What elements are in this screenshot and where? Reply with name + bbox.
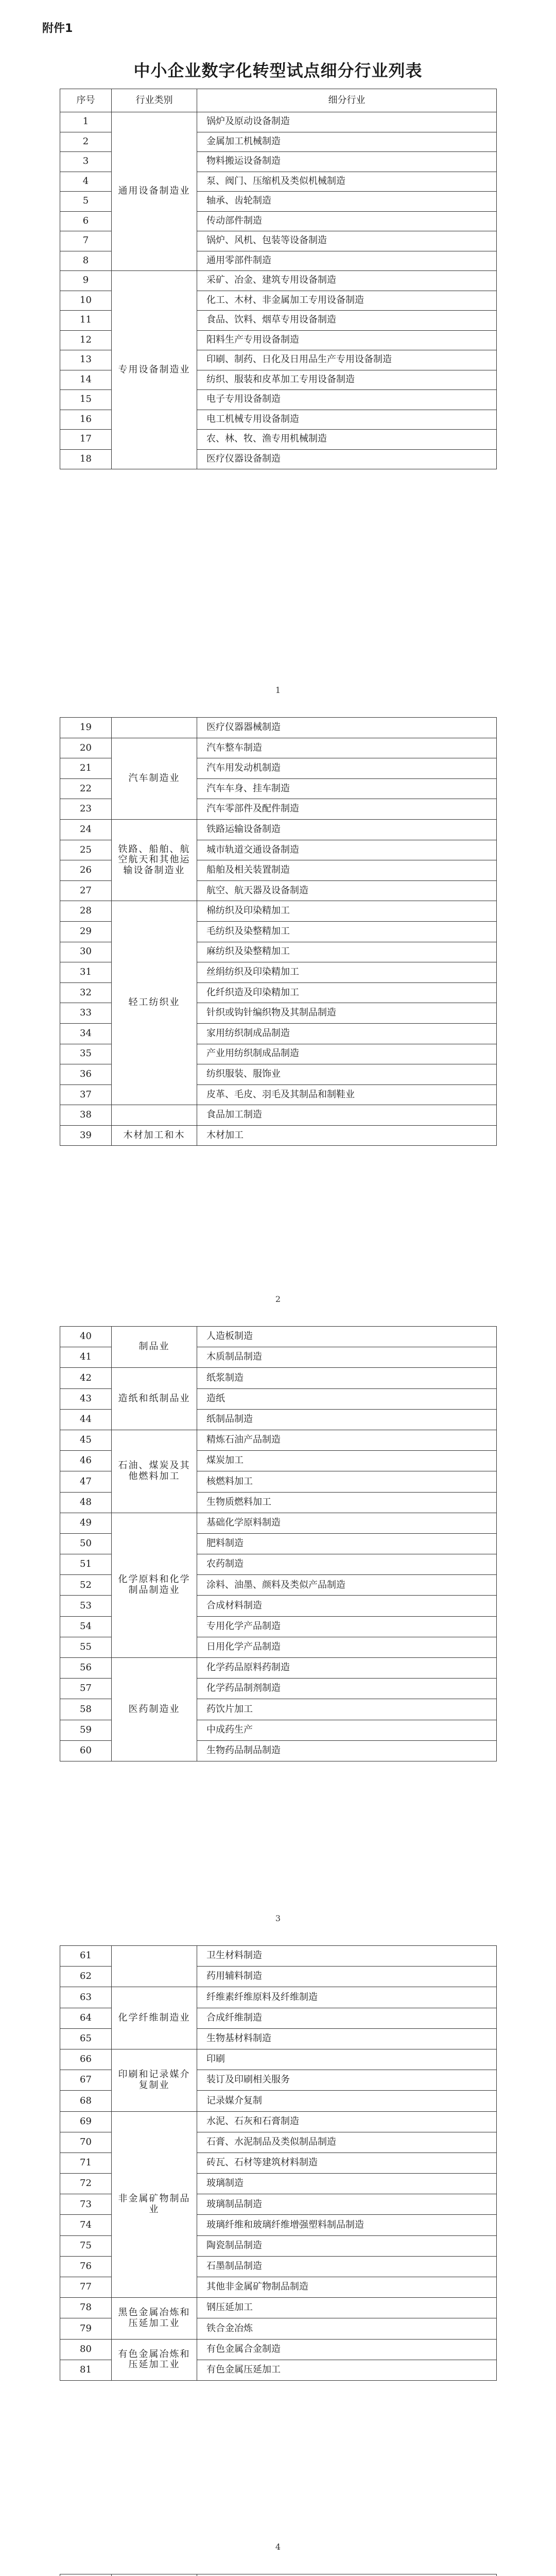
subindustry-name: 采矿、冶金、建筑专用设备制造 [197, 271, 497, 291]
subindustry-name: 水泥、石灰和石膏制造 [197, 2111, 497, 2132]
industry-category: 专用设备制造业 [112, 271, 197, 469]
row-number: 43 [60, 1388, 112, 1409]
row-number: 26 [60, 860, 112, 881]
subindustry-name: 专用化学产品制造 [197, 1616, 497, 1637]
row-number: 53 [60, 1596, 112, 1616]
row-number: 33 [60, 1003, 112, 1024]
row-number: 14 [60, 370, 112, 390]
table-header-row [60, 89, 497, 112]
subindustry-name: 煤炭加工 [197, 1451, 497, 1471]
subindustry-name: 泵、阀门、压缩机及类似机械制造 [197, 172, 497, 192]
industry-table [60, 89, 497, 469]
row-number: 30 [60, 942, 112, 962]
row-number: 13 [60, 350, 112, 370]
subindustry-name: 生物质燃料加工 [197, 1492, 497, 1513]
subindustry-name: 针织或钩针编织物及其制品制造 [197, 1003, 497, 1024]
subindustry-name: 中成药生产 [197, 1720, 497, 1740]
page-number: 4 [275, 2542, 281, 2552]
industry-category [112, 718, 197, 738]
subindustry-name: 轴承、齿轮制造 [197, 192, 497, 212]
subindustry-name: 农、林、牧、渔专用机械制造 [197, 430, 497, 450]
subindustry-name: 铁合金冶炼 [197, 2318, 497, 2339]
industry-category [112, 2574, 197, 2576]
row-number: 42 [60, 1368, 112, 1388]
subindustry-name: 化学药品制剂制造 [197, 1679, 497, 1699]
table-row [60, 2298, 497, 2318]
row-number: 6 [60, 211, 112, 231]
subindustry-name: 卫生材料制造 [197, 1946, 497, 1967]
table-row [60, 2339, 497, 2360]
row-number: 54 [60, 1616, 112, 1637]
row-number: 20 [60, 738, 112, 758]
table-row [60, 271, 497, 291]
subindustry-name: 铁路运输设备制造 [197, 819, 497, 840]
subindustry-name: 丝绢纺织及印染精加工 [197, 962, 497, 983]
page-number: 3 [275, 1913, 281, 1923]
row-number: 77 [60, 2277, 112, 2298]
row-number: 35 [60, 1044, 112, 1064]
subindustry-name: 钢压延加工 [197, 2298, 497, 2318]
table-row [60, 1105, 497, 1126]
subindustry-name: 人造板制造 [197, 1327, 497, 1347]
header-no: 序号 [60, 89, 112, 112]
row-number: 63 [60, 1987, 112, 2008]
subindustry-name: 生物药品制品制造 [197, 1740, 497, 1761]
table-row [60, 1946, 497, 1967]
subindustry-name: 化学药品原料药制造 [197, 1658, 497, 1679]
subindustry-name: 玻璃制造 [197, 2174, 497, 2194]
subindustry-name: 涂料、油墨、颜料及类似产品制造 [197, 1575, 497, 1596]
row-number: 40 [60, 1327, 112, 1347]
row-number: 67 [60, 2070, 112, 2091]
subindustry-name: 木材加工 [197, 1125, 497, 1146]
row-number: 74 [60, 2215, 112, 2235]
subindustry-name: 肥料制造 [197, 1533, 497, 1554]
row-number: 49 [60, 1513, 112, 1533]
subindustry-name: 石墨制品制造 [197, 2256, 497, 2277]
industry-category: 有色金属冶炼和压延加工业 [112, 2339, 197, 2380]
subindustry-name: 麻纺织及染整精加工 [197, 942, 497, 962]
row-number: 75 [60, 2235, 112, 2256]
row-number: 25 [60, 840, 112, 860]
industry-category: 化学原料和化学制品制造业 [112, 1513, 197, 1657]
subindustry-name: 毛纺织及染整精加工 [197, 921, 497, 942]
subindustry-name: 药饮片加工 [197, 1699, 497, 1720]
row-number: 29 [60, 921, 112, 942]
subindustry-name: 汽车用发动机制造 [197, 758, 497, 779]
row-number: 62 [60, 1967, 112, 1987]
industry-category: 汽车制造业 [112, 738, 197, 819]
subindustry-name: 皮革、毛皮、羽毛及其制品和制鞋业 [197, 1084, 497, 1105]
row-number: 78 [60, 2298, 112, 2318]
subindustry-name: 传动部件制造 [197, 211, 497, 231]
industry-category: 轻工纺织业 [112, 901, 197, 1105]
table-row [60, 738, 497, 758]
subindustry-name: 通用零部件制造 [197, 251, 497, 271]
row-number: 76 [60, 2256, 112, 2277]
row-number: 27 [60, 880, 112, 901]
row-number: 39 [60, 1125, 112, 1146]
row-number: 69 [60, 2111, 112, 2132]
industry-category: 化学纤维制造业 [112, 1987, 197, 2049]
row-number: 65 [60, 2028, 112, 2049]
industry-table [60, 1945, 497, 2381]
subindustry-name: 汽车车身、挂车制造 [197, 778, 497, 799]
row-number: 44 [60, 1409, 112, 1430]
subindustry-name: 医疗仪器器械制造 [197, 718, 497, 738]
subindustry-name [197, 2574, 497, 2576]
industry-category: 石油、煤炭及其他燃料加工 [112, 1430, 197, 1513]
subindustry-name: 电子专用设备制造 [197, 390, 497, 410]
table-row [60, 112, 497, 132]
subindustry-name: 纺织、服装和皮革加工专用设备制造 [197, 370, 497, 390]
subindustry-name: 玻璃纤维和玻璃纤维增强塑料制品制造 [197, 2215, 497, 2235]
row-number: 61 [60, 1946, 112, 1967]
row-number: 79 [60, 2318, 112, 2339]
header-subindustry: 细分行业 [197, 89, 497, 112]
industry-category: 制品业 [112, 1327, 197, 1368]
row-number: 5 [60, 192, 112, 212]
subindustry-name: 船舶及相关装置制造 [197, 860, 497, 881]
row-number: 58 [60, 1699, 112, 1720]
row-number: 22 [60, 778, 112, 799]
subindustry-name: 汽车整车制造 [197, 738, 497, 758]
row-number: 60 [60, 1740, 112, 1761]
row-number: 64 [60, 2008, 112, 2028]
subindustry-name: 木质制品制造 [197, 1347, 497, 1368]
subindustry-name: 核燃料加工 [197, 1471, 497, 1492]
row-number: 21 [60, 758, 112, 779]
subindustry-name: 精炼石油产品制造 [197, 1430, 497, 1450]
row-number: 36 [60, 1064, 112, 1085]
table-row [60, 1125, 497, 1146]
row-number: 46 [60, 1451, 112, 1471]
row-number: 50 [60, 1533, 112, 1554]
subindustry-name: 食品、饮料、烟草专用设备制造 [197, 311, 497, 331]
industry-table [60, 1326, 497, 1761]
row-number: 31 [60, 962, 112, 983]
subindustry-name: 基础化学原料制造 [197, 1513, 497, 1533]
table-row [60, 718, 497, 738]
row-number: 68 [60, 2091, 112, 2111]
subindustry-name: 装订及印刷相关服务 [197, 2070, 497, 2091]
annex-label: 附件1 [42, 22, 73, 35]
subindustry-name: 纤维素纤维原料及纤维制造 [197, 1987, 497, 2008]
industry-category: 铁路、船舶、航空航天和其他运输设备制造业 [112, 819, 197, 901]
table-row [60, 1658, 497, 1679]
subindustry-name: 日用化学产品制造 [197, 1637, 497, 1657]
table-row [60, 2111, 497, 2132]
subindustry-name: 航空、航天器及设备制造 [197, 880, 497, 901]
row-number: 57 [60, 1679, 112, 1699]
row-number: 15 [60, 390, 112, 410]
row-number: 16 [60, 410, 112, 430]
subindustry-name: 印刷 [197, 2049, 497, 2070]
subindustry-name: 化工、木材、非金属加工专用设备制造 [197, 291, 497, 311]
table-row [60, 819, 497, 840]
row-number: 34 [60, 1023, 112, 1044]
row-number: 48 [60, 1492, 112, 1513]
row-number: 4 [60, 172, 112, 192]
row-number: 52 [60, 1575, 112, 1596]
row-number: 59 [60, 1720, 112, 1740]
subindustry-name: 玻璃制品制造 [197, 2194, 497, 2215]
subindustry-name: 纺织服装、服饰业 [197, 1064, 497, 1085]
row-number: 41 [60, 1347, 112, 1368]
table-row [60, 1368, 497, 1388]
row-number [60, 2574, 112, 2576]
subindustry-name: 物料搬运设备制造 [197, 152, 497, 172]
subindustry-name: 合成纤维制造 [197, 2008, 497, 2028]
industry-category: 造纸和纸制品业 [112, 1368, 197, 1430]
row-number: 8 [60, 251, 112, 271]
row-number: 71 [60, 2153, 112, 2173]
row-number: 37 [60, 1084, 112, 1105]
industry-category: 印刷和记录媒介复制业 [112, 2049, 197, 2111]
row-number: 7 [60, 231, 112, 251]
row-number: 73 [60, 2194, 112, 2215]
subindustry-name: 砖瓦、石材等建筑材料制造 [197, 2153, 497, 2173]
subindustry-name: 电工机械专用设备制造 [197, 410, 497, 430]
row-number: 1 [60, 112, 112, 132]
industry-category: 黑色金属冶炼和压延加工业 [112, 2298, 197, 2339]
subindustry-name: 石膏、水泥制品及类似制品制造 [197, 2132, 497, 2153]
subindustry-name: 药用辅料制造 [197, 1967, 497, 1987]
subindustry-name: 农药制造 [197, 1554, 497, 1575]
subindustry-name: 医疗仪器设备制造 [197, 449, 497, 469]
row-number: 45 [60, 1430, 112, 1450]
subindustry-name: 金属加工机械制造 [197, 132, 497, 152]
page-number: 1 [275, 685, 281, 695]
subindustry-name: 阳料生产专用设备制造 [197, 330, 497, 350]
subindustry-name: 家用纺织制成品制造 [197, 1023, 497, 1044]
row-number: 19 [60, 718, 112, 738]
row-number: 28 [60, 901, 112, 922]
row-number: 70 [60, 2132, 112, 2153]
industry-category [112, 1105, 197, 1126]
subindustry-name: 锅炉及原动设备制造 [197, 112, 497, 132]
table-row [60, 1327, 497, 1347]
subindustry-name: 其他非金属矿物制品制造 [197, 2277, 497, 2298]
industry-table [60, 717, 497, 1146]
subindustry-name: 有色金属压延加工 [197, 2360, 497, 2380]
subindustry-name: 食品加工制造 [197, 1105, 497, 1126]
row-number: 56 [60, 1658, 112, 1679]
subindustry-name: 锅炉、风机、包装等设备制造 [197, 231, 497, 251]
subindustry-name: 棉纺织及印染精加工 [197, 901, 497, 922]
table-row [60, 1513, 497, 1533]
subindustry-name: 造纸 [197, 1388, 497, 1409]
row-number: 72 [60, 2174, 112, 2194]
table-row [60, 1430, 497, 1450]
row-number: 17 [60, 430, 112, 450]
row-number: 3 [60, 152, 112, 172]
table-row [60, 2049, 497, 2070]
subindustry-name: 记录媒介复制 [197, 2091, 497, 2111]
subindustry-name: 纸制品制造 [197, 1409, 497, 1430]
subindustry-name: 有色金属合金制造 [197, 2339, 497, 2360]
row-number: 24 [60, 819, 112, 840]
subindustry-name: 印刷、制药、日化及日用品生产专用设备制造 [197, 350, 497, 370]
row-number: 23 [60, 799, 112, 820]
subindustry-name: 汽车零部件及配件制造 [197, 799, 497, 820]
subindustry-name: 城市轨道交通设备制造 [197, 840, 497, 860]
header-category: 行业类别 [112, 89, 197, 112]
subindustry-name: 陶瓷制品制造 [197, 2235, 497, 2256]
subindustry-name: 合成材料制造 [197, 1596, 497, 1616]
subindustry-name: 生物基材料制造 [197, 2028, 497, 2049]
row-number: 51 [60, 1554, 112, 1575]
row-number: 81 [60, 2360, 112, 2380]
subindustry-name: 化纤织造及印染精加工 [197, 982, 497, 1003]
industry-category [112, 1946, 197, 1987]
table-row [60, 901, 497, 922]
industry-category: 通用设备制造业 [112, 112, 197, 271]
row-number: 80 [60, 2339, 112, 2360]
row-number: 47 [60, 1471, 112, 1492]
row-number: 55 [60, 1637, 112, 1657]
row-number: 12 [60, 330, 112, 350]
document-title: 中小企业数字化转型试点细分行业列表 [133, 61, 423, 80]
page-number: 2 [275, 1294, 281, 1304]
subindustry-name: 产业用纺织制成品制造 [197, 1044, 497, 1064]
row-number: 66 [60, 2049, 112, 2070]
row-number: 2 [60, 132, 112, 152]
row-number: 32 [60, 982, 112, 1003]
row-number: 18 [60, 449, 112, 469]
row-number: 9 [60, 271, 112, 291]
industry-table [60, 2574, 497, 2576]
industry-category: 非金属矿物制品业 [112, 2111, 197, 2298]
industry-category: 木材加工和木 [112, 1125, 197, 1146]
row-number: 38 [60, 1105, 112, 1126]
industry-category: 医药制造业 [112, 1658, 197, 1761]
table-row [60, 1987, 497, 2008]
row-number: 10 [60, 291, 112, 311]
table-row [60, 2574, 497, 2576]
subindustry-name: 纸浆制造 [197, 1368, 497, 1388]
row-number: 11 [60, 311, 112, 331]
